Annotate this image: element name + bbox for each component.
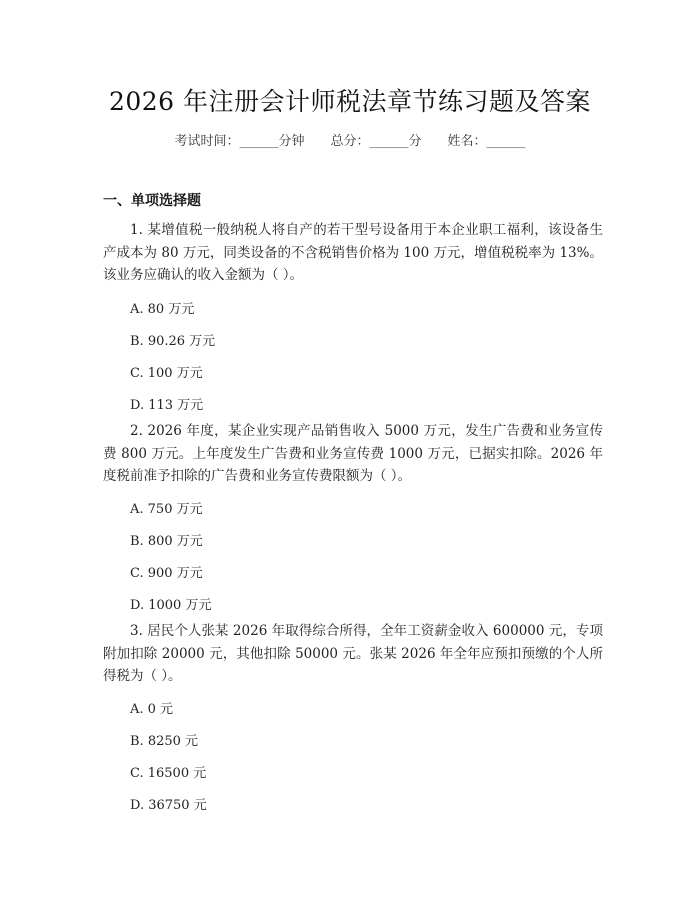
question-2-option-a: A. 750 万元 bbox=[130, 502, 203, 517]
document-title: 2026 年注册会计师税法章节练习题及答案 bbox=[108, 87, 592, 116]
question-3-option-a: A. 0 元 bbox=[130, 702, 174, 717]
question-2-option-b: B. 800 万元 bbox=[130, 534, 203, 549]
exam-meta bbox=[0, 130, 700, 149]
question-1-option-c: C. 100 万元 bbox=[130, 366, 203, 381]
section-heading: 一、单项选择题 bbox=[103, 193, 201, 209]
name-field: 姓名：______ bbox=[447, 134, 526, 149]
question-3-option-b: B. 8250 元 bbox=[130, 734, 199, 749]
question-3-option-c: C. 16500 元 bbox=[130, 766, 207, 781]
exam-time-field: 考试时间：______分钟 bbox=[174, 134, 305, 149]
total-score-field: 总分：______分 bbox=[330, 134, 422, 149]
question-1-option-a: A. 80 万元 bbox=[130, 302, 195, 317]
question-1: 1. 某增值税一般纳税人将自产的若干型号设备用于本企业职工福利，该设备生产成本为 80 万元，同类设备的不含税销售价格为 100 万元，增值税税率为 13%。该业务应确认的收入金额为（ ）。 bbox=[103, 222, 603, 283]
question-2-option-d: D. 1000 万元 bbox=[130, 598, 212, 613]
question-3-option-d: D. 36750 元 bbox=[130, 798, 207, 813]
question-2-option-c: C. 900 万元 bbox=[130, 566, 203, 581]
question-2: 2. 2026 年度，某企业实现产品销售收入 5000 万元，发生广告费和业务宣传费 800 万元。上年度发生广告费和业务宣传费 1000 万元，已据实扣除。2026 年度税前准予扣除的广告费和业务宣传费限额为（ ）。 bbox=[103, 423, 603, 484]
question-1-option-d: D. 113 万元 bbox=[130, 398, 204, 413]
question-3: 3. 居民个人张某 2026 年取得综合所得，全年工资薪金收入 600000 元，专项附加扣除 20000 元，其他扣除 50000 元。张某 2026 年全年应预扣预缴的个人所得税为（ ）。 bbox=[103, 623, 603, 684]
question-1-option-b: B. 90.26 万元 bbox=[130, 334, 216, 349]
